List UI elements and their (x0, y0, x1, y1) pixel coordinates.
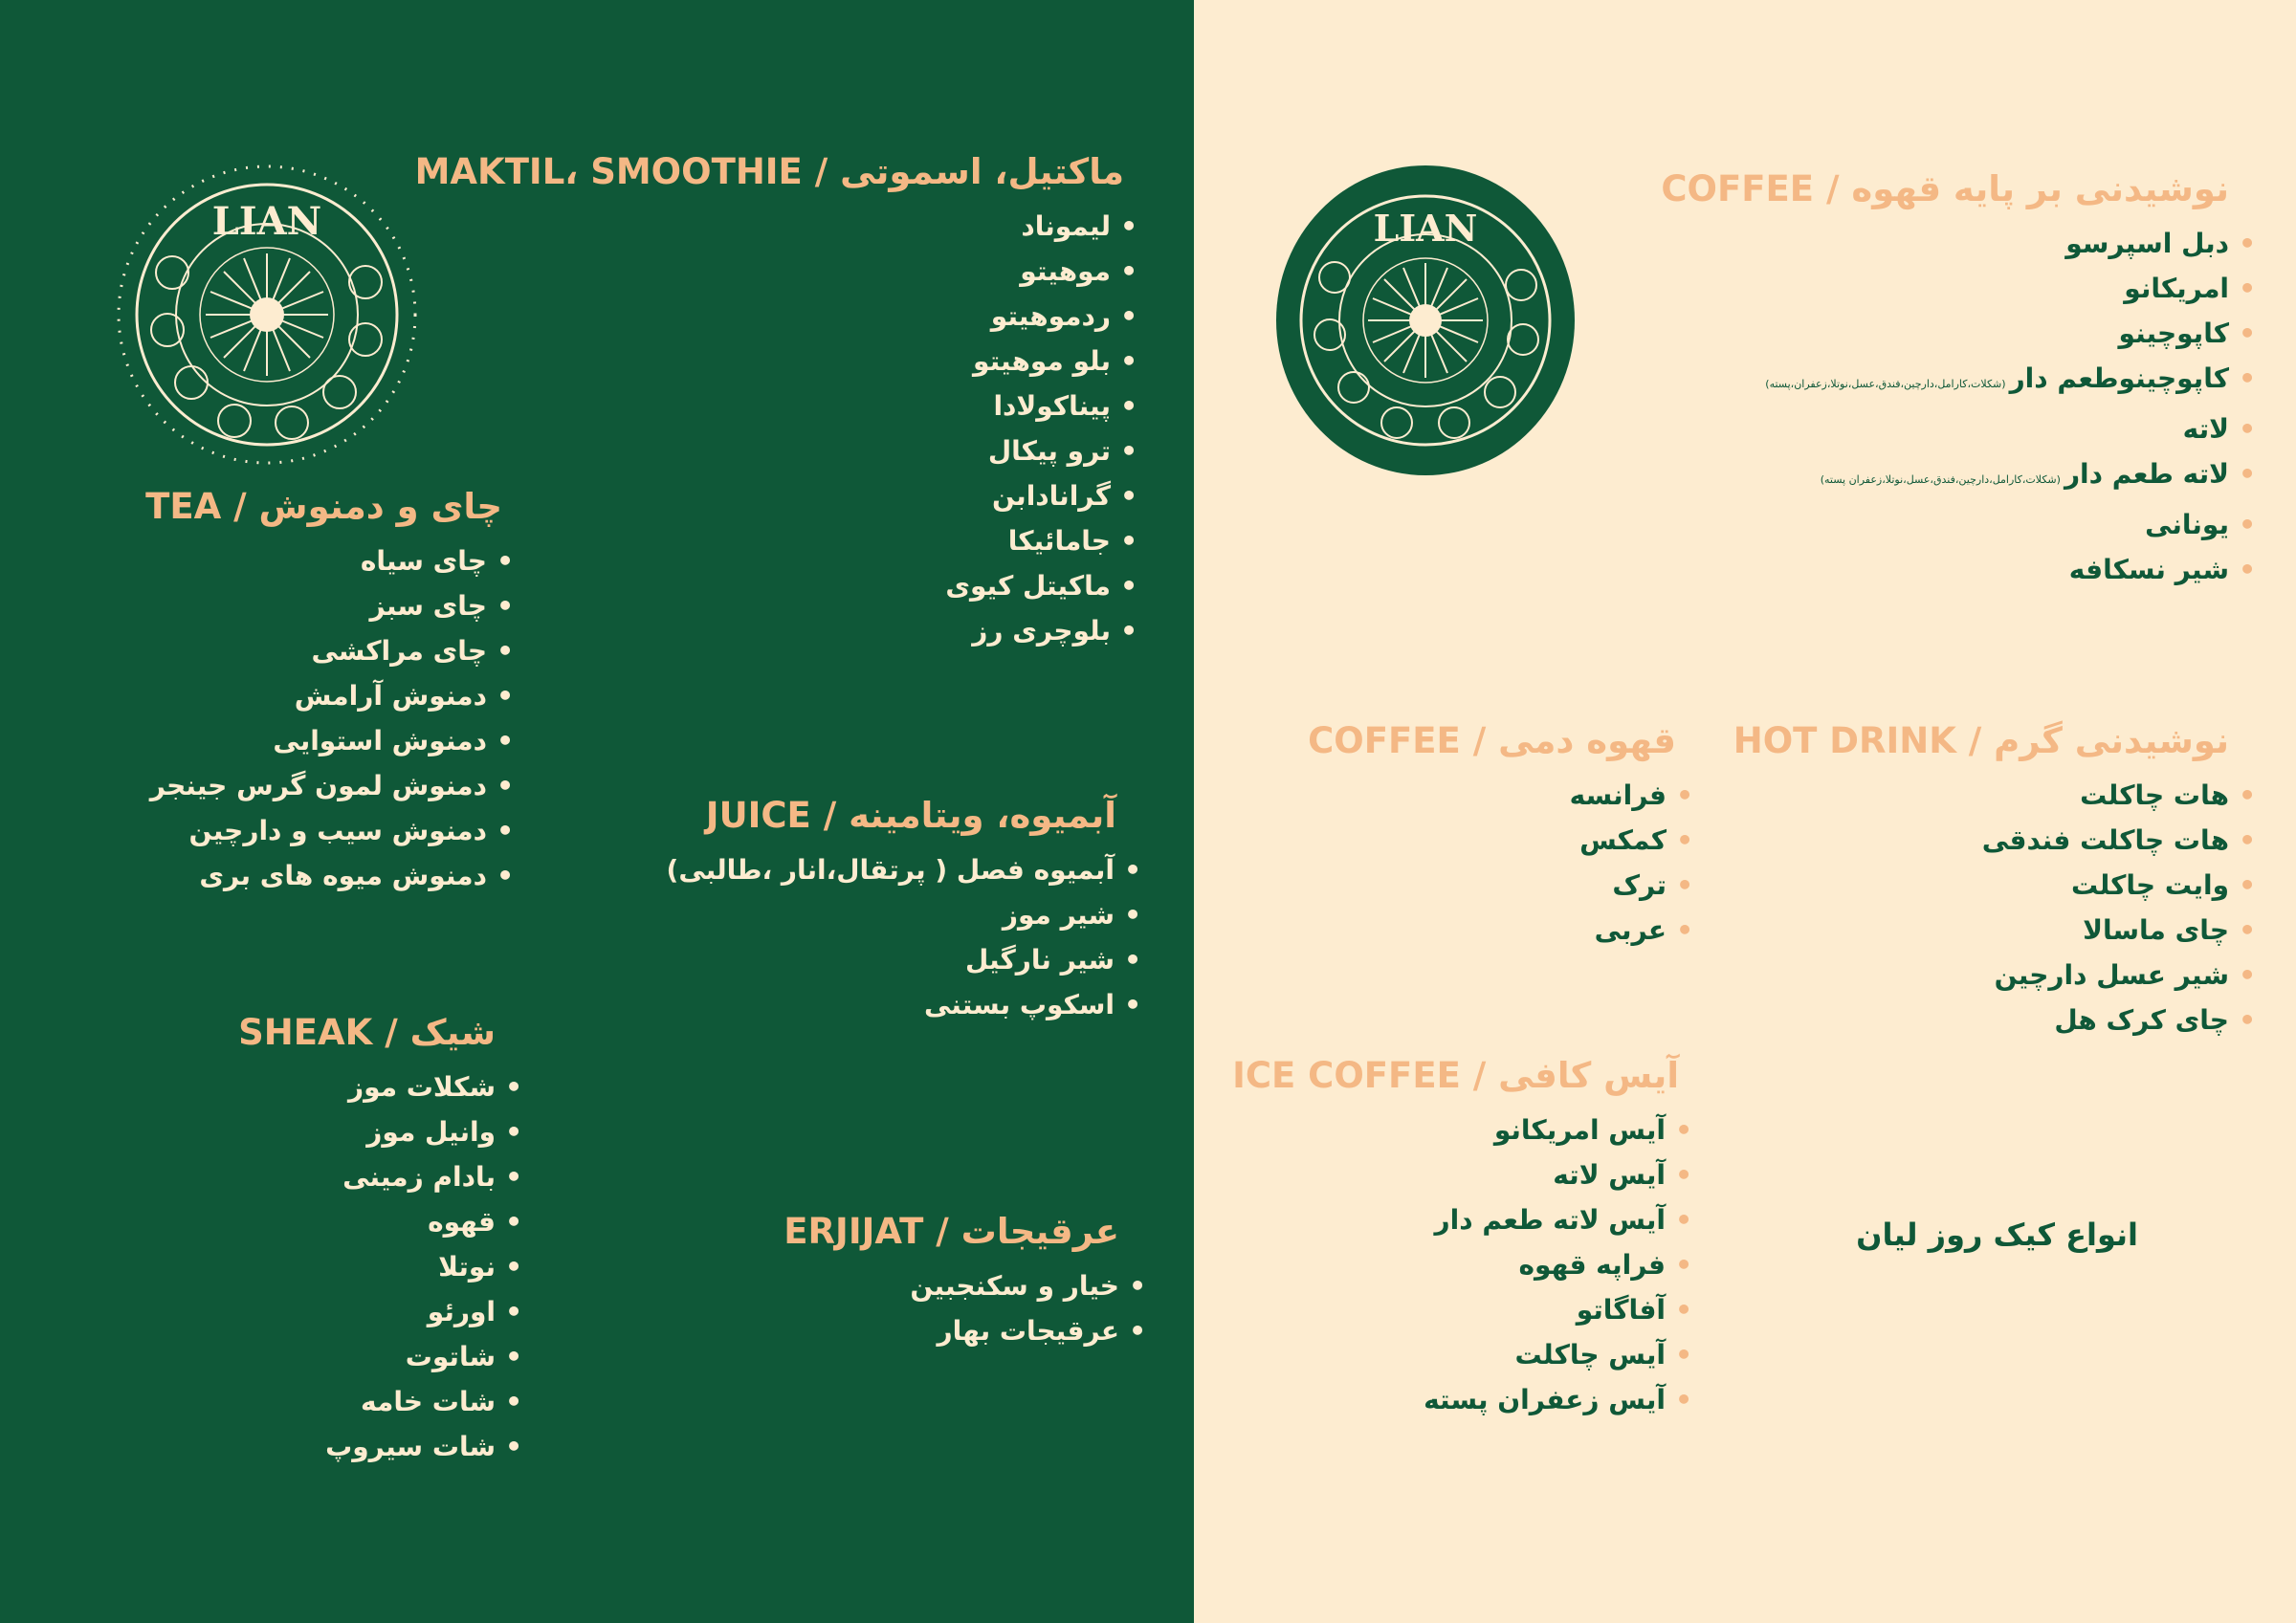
mocktail-section (414, 151, 1137, 653)
menu-item: • آبمیوه فصل ( پرتقال،انار ،طالبی) (666, 853, 1141, 886)
shake-heading: شیک / SHEAK (238, 1012, 496, 1053)
tea-heading: چای و دمنوش / TEA (145, 486, 502, 527)
menu-item: • ماکیتل کیوی (945, 569, 1137, 602)
menu-item: • آفاگاتو (1576, 1293, 1692, 1326)
menu-item: • کاپوچینو (2118, 317, 2256, 349)
menu-item: • شیر موز (1002, 898, 1141, 931)
menu-item: • شیر نارگیل (965, 943, 1141, 976)
menu-item: • شات سیروپ (325, 1430, 522, 1462)
menu-item: • ردموهیتو (990, 299, 1137, 332)
menu-item-note: (شکلات،کارامل،دارچین،فندق،عسل،نوتلا،زعفران،پسته) (1765, 377, 2006, 390)
juice-heading: آبمیوه، ویتامینه / JUICE (705, 795, 1116, 836)
menu-item: • یونانی (2145, 508, 2256, 540)
menu-item: • شیر عسل دارچین (1994, 958, 2256, 991)
menu-item: • دمنوش سیب و دارچین (188, 814, 514, 846)
menu-item: • چای ماسالا (2083, 913, 2256, 946)
menu-item: • هات چاکلت فندقی (1981, 823, 2256, 856)
menu-item: • وایت چاکلت (2071, 868, 2256, 901)
menu-item: • آیس لاته (1553, 1158, 1692, 1191)
tea-section (145, 486, 514, 898)
menu-item: • دمنوش لمون گرس جینجر (149, 769, 514, 801)
menu-item: • کاپوچینوطعم دار(شکلات،کارامل،دارچین،فندق،عسل،نوتلا،زعفران،پسته) (1765, 362, 2256, 394)
brew-coffee-heading: قهوه دمی / COFFEE (1308, 720, 1676, 761)
menu-item: • دمنوش استوایی (273, 724, 514, 757)
brew-coffee-section (1308, 720, 1693, 953)
menu-item: • لیموناد (1021, 209, 1137, 242)
menu-item: • جامائیکا (1007, 524, 1137, 557)
erjijat-heading: عرقیجات / ERJIJAT (784, 1211, 1119, 1252)
logo-name: LIAN (211, 199, 322, 244)
ice-coffee-section (1232, 1055, 1692, 1422)
menu-item: • کمکس (1579, 823, 1693, 856)
erjijat-section (784, 1211, 1146, 1353)
ice-coffee-heading: آیس کافی / ICE COFFEE (1232, 1055, 1679, 1096)
mocktail-heading: ماکتیل، اسموتی / MAKTIL، SMOOTHIE (414, 151, 1124, 192)
menu-item: • وانیل موز (366, 1115, 522, 1148)
lian-logo-left (115, 163, 419, 467)
logo-name: LIAN (1373, 207, 1478, 250)
menu-item: • بلو موهیتو (973, 344, 1137, 377)
menu-item: • بلوچری رز (972, 614, 1137, 647)
menu-item-note: (شکلات،کارامل،دارچین،فندق،عسل،نوتلا،زعفران پسته) (1820, 472, 2061, 486)
menu-item: • قهوه (428, 1205, 522, 1238)
menu-item: • دبل اسپرسو (2065, 227, 2256, 259)
coffee-heading: نوشیدنی بر پایه قهوه / COFFEE (1661, 168, 2229, 209)
menu-item: • چای مراکشی (311, 634, 514, 667)
menu-item: • امریکانو (2124, 272, 2256, 304)
menu-item: • لاته طعم دار(شکلات،کارامل،دارچین،فندق،عسل،نوتلا،زعفران پسته) (1820, 457, 2256, 490)
menu-item: • دمنوش میوه های بری (199, 859, 514, 891)
menu-item: • موهیتو (1020, 254, 1137, 287)
menu-item: • هات چاکلت (2080, 779, 2256, 811)
menu-item: • فرانسه (1569, 779, 1693, 811)
hot-drink-section (1733, 720, 2256, 1042)
menu-item: • نوتلا (438, 1250, 522, 1283)
menu-item: • شاتوت (405, 1340, 522, 1372)
menu-item: • آیس امریکانو (1493, 1113, 1692, 1146)
hot-drink-heading: نوشیدنی گرم / HOT DRINK (1733, 720, 2229, 761)
menu-item: • شات خامه (361, 1385, 522, 1417)
coffee-section (1661, 168, 2256, 592)
menu-item: • شیر نسکافه (2068, 553, 2256, 585)
menu-item: • ترک (1612, 868, 1693, 901)
menu-item: • فراپه قهوه (1518, 1248, 1692, 1281)
menu-item: • آیس چاکلت (1514, 1338, 1692, 1371)
menu-item: • چای سبز (369, 589, 514, 622)
menu-item: • بادام زمینی (342, 1160, 522, 1193)
menu-item: • دمنوش آرامش (294, 679, 514, 712)
menu-item: • لاته (2182, 412, 2256, 445)
menu-item: • چای کرک هل (2054, 1003, 2256, 1036)
cake-of-the-day: انواع کیک روز لیان (1856, 1217, 2138, 1253)
menu-item: • خیار و سکنجبین (910, 1269, 1146, 1302)
menu-item: • گرانادابن (991, 479, 1137, 512)
menu-item: • اسکوپ بستنی (923, 988, 1141, 1020)
menu-item: • عرقیجات بهار (937, 1314, 1146, 1347)
shake-section (238, 1012, 522, 1469)
menu-item: • آیس زعفران پسته (1424, 1383, 1692, 1415)
menu-item: • عربی (1594, 913, 1693, 946)
menu-item: • ترو پیکال (987, 434, 1137, 467)
juice-section (666, 795, 1141, 1027)
lian-logo-right (1272, 163, 1578, 478)
menu-item: • چای سیاه (360, 544, 514, 577)
menu-item: • شکلات موز (348, 1070, 522, 1103)
menu-item: • آیس لاته طعم دار (1434, 1203, 1692, 1236)
menu-item: • پیناکولادا (993, 389, 1137, 422)
menu-item: • اورئو (427, 1295, 522, 1327)
